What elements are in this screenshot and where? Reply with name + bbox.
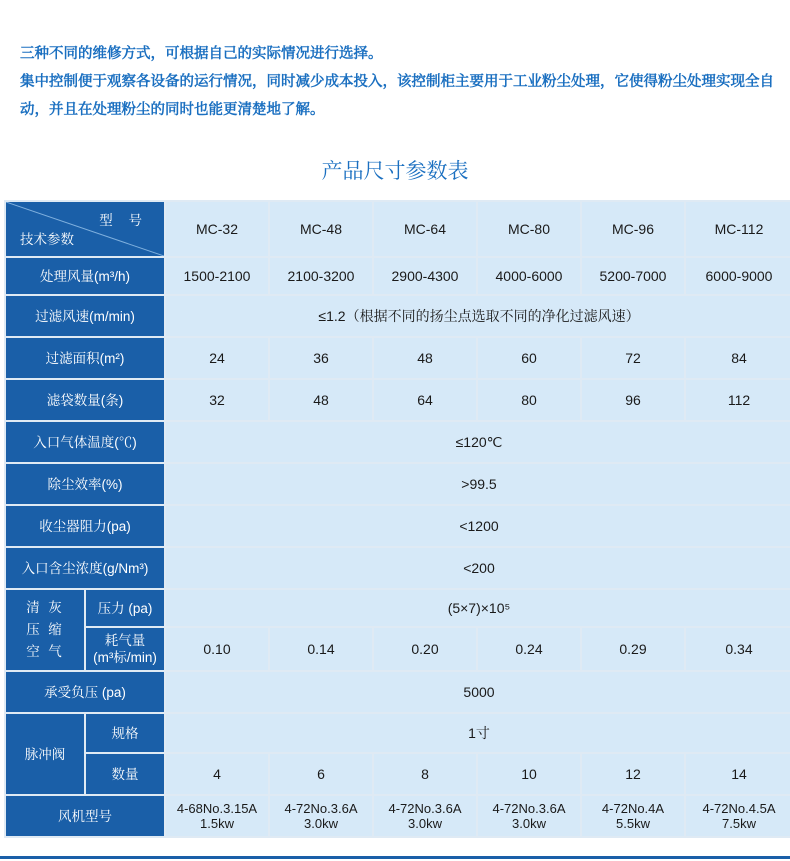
value-cell: 112 xyxy=(685,379,790,421)
row-label-inlet-concentration: 入口含尘浓度(g/Nm³) xyxy=(5,547,165,589)
row-label-bag-count: 滤袋数量(条) xyxy=(5,379,165,421)
value-cell: 12 xyxy=(581,753,685,795)
value-cell: 96 xyxy=(581,379,685,421)
fan-model: 4-72No.4A xyxy=(601,801,665,816)
table-row xyxy=(5,295,790,337)
model-cell: MC-96 xyxy=(581,201,685,257)
value-cell: 8 xyxy=(373,753,477,795)
table-row xyxy=(5,589,790,627)
row-label-filter-area: 过滤面积(m²) xyxy=(5,337,165,379)
value-cell xyxy=(165,795,269,837)
table-row xyxy=(5,753,790,795)
header-corner xyxy=(5,201,165,257)
table-row xyxy=(5,505,790,547)
table-row xyxy=(5,379,790,421)
fan-power: 5.5kw xyxy=(616,816,650,831)
table-row xyxy=(5,671,790,713)
fan-power: 1.5kw xyxy=(200,816,234,831)
fan-power: 3.0kw xyxy=(408,816,442,831)
value-cell: <200 xyxy=(165,547,790,589)
value-cell: 32 xyxy=(165,379,269,421)
value-cell xyxy=(685,795,790,837)
value-cell: 5000 xyxy=(165,671,790,713)
row-group-pulse-valve: 脉冲阀 xyxy=(5,713,85,795)
group-char: 气 xyxy=(48,644,64,659)
row-label-negative-pressure: 承受负压 (pa) xyxy=(5,671,165,713)
value-cell: 72 xyxy=(581,337,685,379)
value-cell: 60 xyxy=(477,337,581,379)
model-label: 型 号 xyxy=(99,213,148,228)
fan-power: 3.0kw xyxy=(512,816,546,831)
bottom-divider xyxy=(0,856,790,859)
table-row xyxy=(5,421,790,463)
value-cell: 48 xyxy=(269,379,373,421)
table-row xyxy=(5,713,790,753)
table-title: 产品尺寸参数表 xyxy=(321,159,469,183)
value-cell: 14 xyxy=(685,753,790,795)
value-cell: >99.5 xyxy=(165,463,790,505)
model-cell: MC-32 xyxy=(165,201,269,257)
group-char: 缩 xyxy=(48,622,64,637)
group-char: 压 xyxy=(26,622,42,637)
row-label-valve-qty: 数量 xyxy=(85,753,165,795)
intro-line-1: 三种不同的维修方式，可根据自己的实际情况进行选择。 xyxy=(20,46,383,62)
value-cell: 4000-6000 xyxy=(477,257,581,295)
group-char: 清 xyxy=(26,600,42,615)
value-cell: 2100-3200 xyxy=(269,257,373,295)
value-cell: 0.34 xyxy=(685,627,790,671)
value-cell: 0.29 xyxy=(581,627,685,671)
value-cell: ≤120℃ xyxy=(165,421,790,463)
table-row xyxy=(5,337,790,379)
row-label-pressure: 压力 (pa) xyxy=(85,589,165,627)
value-cell: 4 xyxy=(165,753,269,795)
spec-table xyxy=(4,200,790,838)
label-line: 耗气量 xyxy=(104,633,146,648)
value-cell: 24 xyxy=(165,337,269,379)
value-cell: 0.10 xyxy=(165,627,269,671)
value-cell xyxy=(269,795,373,837)
row-label-resistance: 收尘器阻力(pa) xyxy=(5,505,165,547)
value-cell: 5200-7000 xyxy=(581,257,685,295)
fan-model: 4-72No.3.6A xyxy=(388,801,462,816)
row-label-airflow: 处理风量(m³/h) xyxy=(5,257,165,295)
value-cell: 80 xyxy=(477,379,581,421)
row-label-inlet-temp: 入口气体温度(℃) xyxy=(5,421,165,463)
label-line: (m³标/min) xyxy=(93,650,157,665)
fan-model: 4-72No.3.6A xyxy=(284,801,358,816)
fan-power: 7.5kw xyxy=(722,816,756,831)
row-label-air-consumption xyxy=(85,627,165,671)
value-cell: 84 xyxy=(685,337,790,379)
value-cell xyxy=(477,795,581,837)
header-row xyxy=(5,201,790,257)
fan-model: 4-72No.3.6A xyxy=(492,801,566,816)
model-cell: MC-80 xyxy=(477,201,581,257)
table-row xyxy=(5,627,790,671)
model-cell: MC-64 xyxy=(373,201,477,257)
value-cell: <1200 xyxy=(165,505,790,547)
value-cell: 0.20 xyxy=(373,627,477,671)
value-cell: 48 xyxy=(373,337,477,379)
model-cell: MC-48 xyxy=(269,201,373,257)
fan-model: 4-68No.3.15A xyxy=(176,801,258,816)
intro-line-2: 集中控制便于观察各设备的运行情况，同时减少成本投入，该控制柜主要用于工业粉尘处理，它使得粉尘处理实现全自动，并且在处理粉尘的同时也能更清楚地了解。 xyxy=(20,74,774,118)
fan-model: 4-72No.4.5A xyxy=(702,801,776,816)
row-label-fan: 风机型号 xyxy=(5,795,165,837)
row-label-valve-spec: 规格 xyxy=(85,713,165,753)
model-cell: MC-112 xyxy=(685,201,790,257)
value-cell: 0.24 xyxy=(477,627,581,671)
group-char: 灰 xyxy=(48,600,64,615)
value-cell: 6000-9000 xyxy=(685,257,790,295)
table-row xyxy=(5,547,790,589)
value-cell: 6 xyxy=(269,753,373,795)
value-cell: 2900-4300 xyxy=(373,257,477,295)
param-label: 技术参数 xyxy=(20,232,74,247)
value-cell: (5×7)×10⁵ xyxy=(165,589,790,627)
value-cell: ≤1.2（根据不同的扬尘点选取不同的净化过滤风速） xyxy=(165,295,790,337)
row-label-filter-speed: 过滤风速(m/min) xyxy=(5,295,165,337)
value-cell: 1500-2100 xyxy=(165,257,269,295)
table-row xyxy=(5,257,790,295)
value-cell: 10 xyxy=(477,753,581,795)
value-cell xyxy=(581,795,685,837)
value-cell xyxy=(373,795,477,837)
row-group-compressed-air xyxy=(5,589,85,671)
group-char: 空 xyxy=(26,644,42,659)
value-cell: 64 xyxy=(373,379,477,421)
row-label-efficiency: 除尘效率(%) xyxy=(5,463,165,505)
intro-text xyxy=(20,40,780,124)
fan-power: 3.0kw xyxy=(304,816,338,831)
table-row xyxy=(5,463,790,505)
table-row xyxy=(5,795,790,837)
value-cell: 0.14 xyxy=(269,627,373,671)
value-cell: 36 xyxy=(269,337,373,379)
value-cell: 1寸 xyxy=(165,713,790,753)
